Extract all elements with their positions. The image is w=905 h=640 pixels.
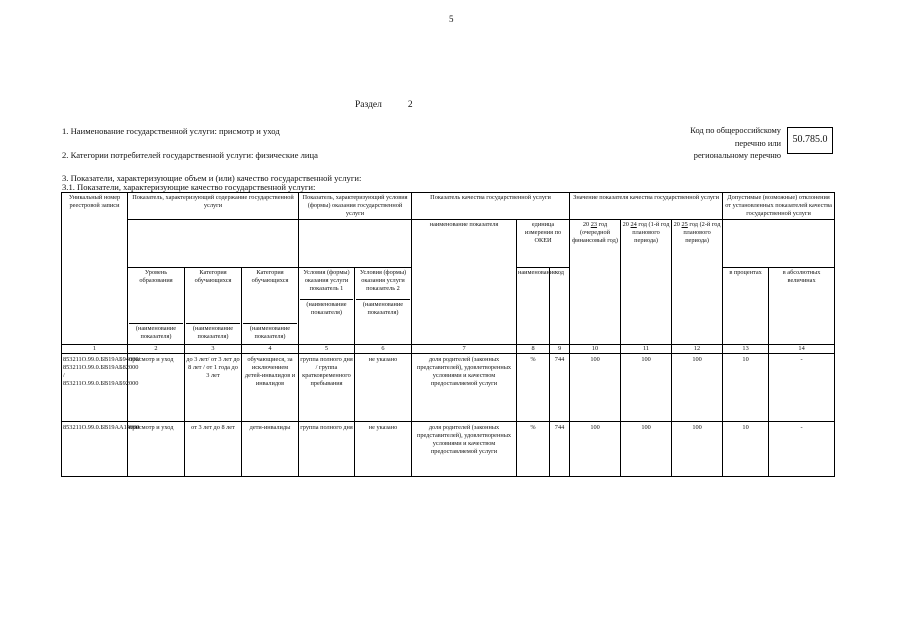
- col-num-13: 13: [723, 345, 769, 354]
- cell-indicator-name: доля родителей (законных представителей), удовлетворенных условиями и качеством предоставляемой услуги: [412, 354, 517, 422]
- category-2-label: Категория обучающихся: [251, 269, 289, 284]
- cell-year-1: 100: [570, 354, 621, 422]
- condition-1-name-caption: (наименование показателя): [300, 299, 353, 317]
- header-year-3: [672, 220, 723, 345]
- condition-1-label: Условия (формы) оказания услуги показатель 1: [303, 269, 350, 292]
- year-2-caption: год (1-й год планового периода): [632, 221, 670, 244]
- cell-year-3: 100: [672, 422, 723, 477]
- quality-indicators-table: [61, 192, 835, 477]
- service-name: 1. Наименование государственной услуги: присмотр и уход: [62, 126, 280, 136]
- section-label: Раздел: [355, 100, 382, 110]
- header-content-indicator: Показатель, характеризующий содержание государственной услуги: [128, 193, 299, 220]
- cell-category-2: обучающиеся, за исключением детей-инвалидов и инвалидов: [242, 354, 299, 422]
- subheader-category-2: [242, 268, 299, 345]
- level-label: Уровень образования: [139, 269, 173, 284]
- subheader-unit-name: наименование: [517, 268, 550, 345]
- header-unit: единица измерения по ОКЕИ: [517, 220, 570, 268]
- cell-percent: 10: [723, 422, 769, 477]
- header-content-spacer: [128, 220, 299, 268]
- col-num-9: 9: [550, 345, 570, 354]
- cell-category-2: дети-инвалиды: [242, 422, 299, 477]
- col-num-8: 8: [517, 345, 550, 354]
- header-conditions-spacer: [299, 220, 412, 268]
- header-indicator-name: наименование показателя: [412, 220, 517, 345]
- category-1-label: Категория обучающихся: [194, 269, 232, 284]
- cell-category-1: до 3 лет/ от 3 лет до 8 лет / от 1 года до 3 лет: [185, 354, 242, 422]
- cell-unit-name: %: [517, 354, 550, 422]
- cell-year-1: 100: [570, 422, 621, 477]
- header-allowed-deviation: Допустимые (возможные) отклонения от установленных показателей качества государственной услуги: [723, 193, 835, 220]
- col-num-5: 5: [299, 345, 355, 354]
- col-num-10: 10: [570, 345, 621, 354]
- table-row: [62, 422, 835, 477]
- subheader-absolute: в абсолютных величинах: [769, 268, 835, 345]
- subheader-condition-1: [299, 268, 355, 345]
- col-num-4: 4: [242, 345, 299, 354]
- page-number: 5: [449, 14, 454, 24]
- col-num-1: 1: [62, 345, 128, 354]
- header-indicator-value: Значение показателя качества государственной услуги: [570, 193, 723, 220]
- table-row: [62, 354, 835, 422]
- column-numbers-row: [62, 345, 835, 354]
- subheader-category-1: [185, 268, 242, 345]
- section-number: 2: [407, 100, 413, 110]
- col-num-12: 12: [672, 345, 723, 354]
- category-1-name-caption: (наименование показателя): [186, 323, 240, 341]
- year-2-value: 24: [630, 221, 637, 228]
- subheader-condition-2: [355, 268, 412, 345]
- cell-level: присмотр и уход: [128, 422, 185, 477]
- header-quality-indicator: Показатель качества государственной услуги: [412, 193, 570, 220]
- level-name-caption: (наименование показателя): [129, 323, 183, 341]
- col-num-7: 7: [412, 345, 517, 354]
- cell-unit-code: 744: [550, 422, 570, 477]
- cell-absolute: -: [769, 422, 835, 477]
- col-num-14: 14: [769, 345, 835, 354]
- registry-code-value: 50.785.0: [787, 127, 833, 154]
- cell-absolute: -: [769, 354, 835, 422]
- year-1-caption: год (очередной финансовый год): [572, 221, 618, 244]
- year-2-prefix: 20: [622, 221, 629, 228]
- year-1-prefix: 20: [582, 221, 590, 228]
- header-deviation-spacer: [723, 220, 835, 268]
- section-3-1-heading: 3.1. Показатели, характеризующие качество государственной услуги:: [62, 182, 316, 192]
- cell-unit-code: 744: [550, 354, 570, 422]
- registry-code-label-line2: перечню или: [734, 138, 781, 148]
- cell-year-2: 100: [621, 354, 672, 422]
- cell-condition-2: не указано: [355, 422, 412, 477]
- section-heading: [355, 100, 413, 110]
- cell-condition-2: не указано: [355, 354, 412, 422]
- cell-indicator-name: доля родителей (законных представителей), удовлетворенных условиями и качеством предоставляемой услуги: [412, 422, 517, 477]
- col-num-6: 6: [355, 345, 412, 354]
- header-conditions-indicator: Показатель, характеризующий условия (формы) оказания государственной услуги: [299, 193, 412, 220]
- cell-year-2: 100: [621, 422, 672, 477]
- subheader-level: [128, 268, 185, 345]
- header-unique-number: Уникальный номер реестровой записи: [62, 193, 128, 345]
- year-1-value: 23: [590, 221, 598, 228]
- condition-2-name-caption: (наименование показателя): [356, 299, 410, 317]
- consumer-categories: 2. Категории потребителей государственной услуги: физические лица: [62, 150, 318, 160]
- col-num-2: 2: [128, 345, 185, 354]
- cell-year-3: 100: [672, 354, 723, 422]
- section-3-heading: 3. Показатели, характеризующие объем и (или) качество государственной услуги:: [62, 173, 362, 183]
- year-3-prefix: 20: [673, 221, 680, 228]
- cell-condition-1: группа полного дня: [299, 422, 355, 477]
- header-year-1: [570, 220, 621, 345]
- col-num-11: 11: [621, 345, 672, 354]
- header-year-2: [621, 220, 672, 345]
- cell-unit-name: %: [517, 422, 550, 477]
- registry-code-label: [665, 125, 781, 163]
- col-num-3: 3: [185, 345, 242, 354]
- cell-category-1: от 3 лет до 8 лет: [185, 422, 242, 477]
- cell-condition-1: группа полного дня / группа кратковременного пребывания: [299, 354, 355, 422]
- registry-code-label-line3: региональному перечню: [693, 151, 781, 160]
- cell-unique-number: 853211О.99.0.БВ19АА14000: [62, 422, 128, 477]
- condition-2-label: Условия (формы) оказания услуги показатель 2: [359, 269, 407, 292]
- registry-code-label-line1: Код по общероссийскому: [690, 126, 781, 135]
- category-2-name-caption: (наименование показателя): [243, 323, 297, 341]
- cell-percent: 10: [723, 354, 769, 422]
- cell-level: присмотр и уход: [128, 354, 185, 422]
- year-3-value: 25: [681, 221, 688, 228]
- subheader-unit-code: код: [550, 268, 570, 345]
- subheader-percent: в процентах: [723, 268, 769, 345]
- cell-unique-number: 853211О.99.0.БВ19АБ94000/ 853211О.99.0.БВ19АБ82000 / 853211О.99.0.БВ19АБ92000: [62, 354, 128, 422]
- year-3-caption: год (2-й год планового периода): [683, 221, 721, 244]
